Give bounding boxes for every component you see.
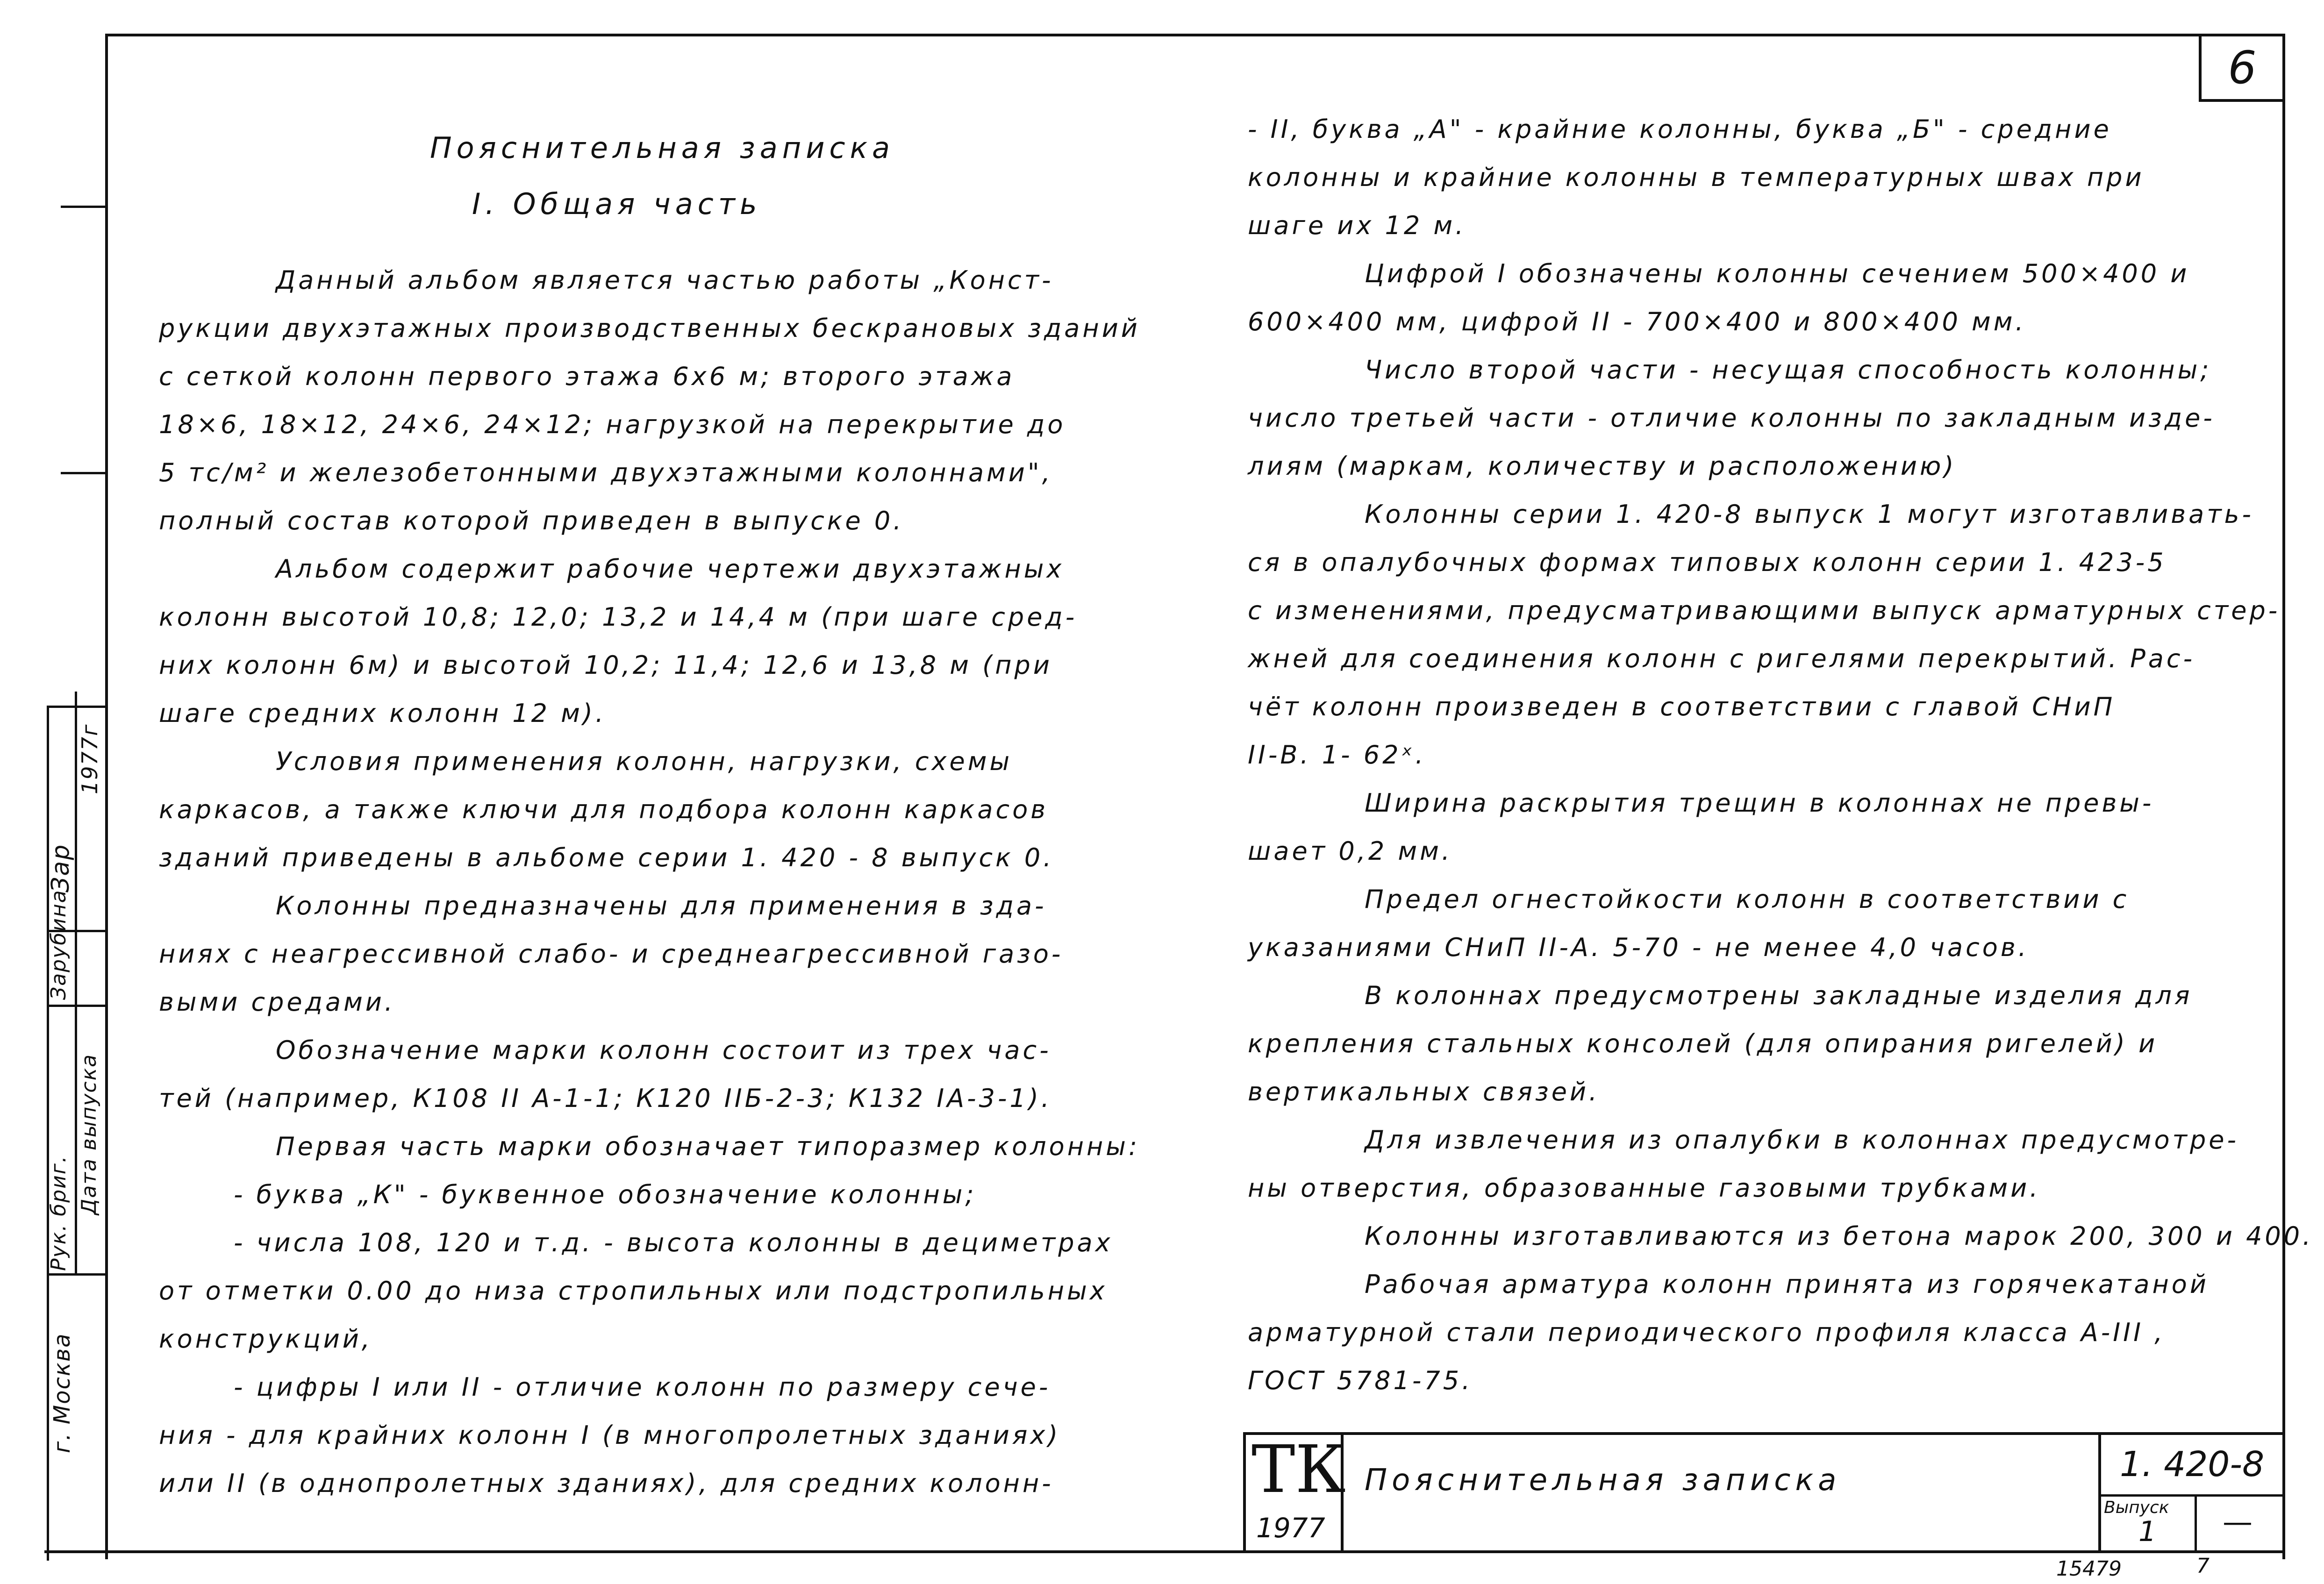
text-line: Предел огнестойкости колонн в соответствии с bbox=[1365, 885, 2130, 914]
text-line: Альбом содержит рабочие чертежи двухэтажных bbox=[276, 554, 1065, 584]
text-line: с сеткой колонн первого этажа 6х6 м; второго этажа bbox=[159, 362, 1015, 391]
text-line: число третьей части - отличие колонны по закладным изде- bbox=[1248, 403, 2215, 433]
text-line: арматурной стали периодического профиля класса А-III , bbox=[1248, 1318, 2166, 1347]
text-line: выми средами. bbox=[159, 987, 396, 1017]
title-block-divider bbox=[2195, 1494, 2197, 1550]
text-line: Обозначение марки колонн состоит из трех час- bbox=[276, 1035, 1051, 1065]
page-number-box bbox=[2199, 36, 2283, 102]
text-line: - II, буква „А" - крайние колонны, буква „Б" - средние bbox=[1248, 114, 2112, 144]
text-line: колонн высотой 10,8; 12,0; 13,2 и 14,4 м (при шаге сред- bbox=[159, 602, 1078, 632]
side-stamp-rule bbox=[47, 706, 105, 708]
text-line: зданий приведены в альбоме серии 1. 420 - 8 выпуск 0. bbox=[159, 843, 1054, 872]
text-line: колонны и крайние колонны в температурных швах при bbox=[1248, 163, 2145, 192]
right-text-column bbox=[1248, 105, 2313, 1405]
stamp-year: 1977г bbox=[77, 723, 102, 794]
text-line: полный состав которой приведен в выпуске 0. bbox=[159, 506, 904, 535]
text-line: Ширина раскрытия трещин в колоннах не превы- bbox=[1365, 788, 2154, 818]
text-line: указаниями СНиП II-А. 5-70 - не менее 4,0 часов. bbox=[1248, 933, 2029, 962]
text-line: каркасов, а также ключи для подбора колонн каркасов bbox=[159, 795, 1049, 824]
text-line: Данный альбом является частью работы „Конст- bbox=[276, 265, 1054, 295]
text-line: лиям (маркам, количеству и расположению) bbox=[1248, 451, 1957, 481]
text-line: - числа 108, 120 и т.д. - высота колонны в дециметрах bbox=[234, 1228, 1113, 1257]
text-line: Первая часть марки обозначает типоразмер колонны: bbox=[276, 1132, 1140, 1161]
text-line: или II (в однопролетных зданиях), для средних колонн- bbox=[159, 1469, 1054, 1498]
text-line: крепления стальных консолей (для опирания ригелей) и bbox=[1248, 1029, 2158, 1058]
stamp-ruk-brig: Рук. бриг. bbox=[47, 1155, 71, 1271]
text-line: ГОСТ 5781-75. bbox=[1248, 1366, 1473, 1395]
text-line: ся в опалубочных формах типовых колонн серии 1. 423-5 bbox=[1248, 548, 2167, 577]
sheet-count: 7 bbox=[2196, 1554, 2210, 1578]
title-block bbox=[1243, 1432, 2285, 1550]
text-line: Колонны серии 1. 420-8 выпуск 1 могут изготавливать- bbox=[1365, 499, 2254, 529]
tk-mark: ТК bbox=[1251, 1432, 1346, 1508]
text-line: Условия применения колонн, нагрузки, схемы bbox=[276, 747, 1013, 776]
text-line: вертикальных связей. bbox=[1248, 1077, 1600, 1106]
bottom-border bbox=[44, 1550, 2285, 1553]
vypusk-label: Выпуск bbox=[2104, 1498, 2169, 1517]
text-line: Цифрой I обозначены колонны сечением 500×400 и bbox=[1365, 259, 2190, 288]
text-line: - буква „К" - буквенное обозначение колонны; bbox=[234, 1180, 977, 1209]
text-line: ния - для крайних колонн I (в многопролетных зданиях) bbox=[159, 1420, 1061, 1450]
side-stamp-rule bbox=[47, 1005, 105, 1007]
text-line: чёт колонн произведен в соответствии с главой СНиП bbox=[1248, 692, 2116, 721]
text-line: шает 0,2 мм. bbox=[1248, 836, 1453, 866]
text-line: рукции двухэтажных производственных бескрановых зданий bbox=[159, 314, 1140, 343]
tk-year: 1977 bbox=[1256, 1512, 1325, 1544]
side-stamp-rule bbox=[61, 206, 105, 208]
text-line: Колонны предназначены для применения в зда- bbox=[276, 891, 1047, 920]
text-line: конструкций, bbox=[159, 1324, 373, 1354]
stamp-signature: Зар bbox=[47, 843, 75, 892]
text-line: Число второй части - несущая способность колонны; bbox=[1365, 355, 2212, 385]
text-line: - цифры I или II - отличие колонн по размеру сече- bbox=[234, 1372, 1051, 1402]
side-stamp-rule bbox=[61, 472, 105, 474]
sheet-dash: — bbox=[2223, 1505, 2252, 1540]
text-line: от отметки 0.00 до низа стропильных или подстропильных bbox=[159, 1276, 1108, 1306]
page-number: 6 bbox=[2228, 42, 2257, 94]
title-block-tk-cell bbox=[1243, 1432, 1346, 1550]
text-line: шаге их 12 м. bbox=[1248, 211, 1466, 240]
text-line: В колоннах предусмотрены закладные изделия для bbox=[1365, 981, 2193, 1010]
vypusk-number: 1 bbox=[2138, 1515, 2157, 1548]
stamp-data-vypuska: Дата выпуска bbox=[77, 1053, 101, 1215]
title-block-code-cell bbox=[2098, 1435, 2285, 1550]
text-line: Колонны изготавливаются из бетона марок 200, 300 и 400. bbox=[1365, 1221, 2314, 1251]
text-line: ны отверстия, образованные газовыми трубками. bbox=[1248, 1173, 2041, 1203]
side-stamp-rule bbox=[47, 1273, 105, 1276]
section-heading: I. Общая часть bbox=[472, 187, 762, 221]
text-line: с изменениями, предусматривающими выпуск арматурных стер- bbox=[1248, 596, 2281, 625]
text-line: шаге средних колонн 12 м). bbox=[159, 699, 607, 728]
text-line: тей (например, К108 II А-1-1; К120 IIБ-2-3; К132 IА-3-1). bbox=[159, 1084, 1052, 1113]
text-line: 600×400 мм, цифрой II - 700×400 и 800×400 мм. bbox=[1248, 307, 2026, 336]
stamp-zarubina: Зарубина bbox=[47, 889, 71, 1000]
text-line: 18×6, 18×12, 24×6, 24×12; нагрузкой на перекрытие до bbox=[159, 410, 1066, 439]
text-line: них колонн 6м) и высотой 10,2; 11,4; 12,6 и 13,8 м (при bbox=[159, 650, 1052, 680]
series-code: 1. 420-8 bbox=[2120, 1444, 2265, 1484]
stamp-city: г. Москва bbox=[49, 1333, 75, 1453]
left-text-column bbox=[159, 256, 1140, 1507]
title-block-title: Пояснительная записка bbox=[1365, 1463, 1841, 1498]
inventory-number: 15479 bbox=[2056, 1557, 2122, 1581]
text-line: Для извлечения из опалубки в колоннах предусмотре- bbox=[1365, 1125, 2239, 1155]
note-heading: Пояснительная записка bbox=[430, 131, 895, 165]
text-line: II-В. 1- 62ˣ. bbox=[1248, 740, 1426, 770]
text-line: жней для соединения колонн с ригелями перекрытий. Рас- bbox=[1248, 644, 2195, 673]
title-block-rule bbox=[2101, 1494, 2285, 1497]
text-line: 5 тс/м² и железобетонными двухэтажными колоннами", bbox=[159, 458, 1053, 487]
text-line: ниях с неагрессивной слабо- и среднеагрессивной газо- bbox=[159, 939, 1064, 969]
text-line: Рабочая арматура колонн принята из горячекатаной bbox=[1365, 1270, 2209, 1299]
